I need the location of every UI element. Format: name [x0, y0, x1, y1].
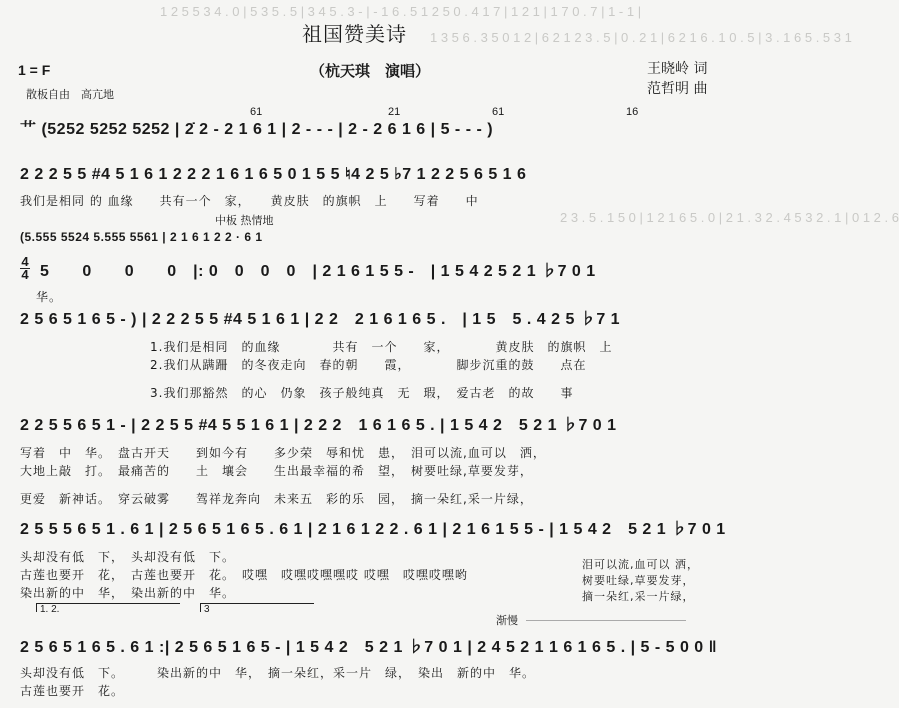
lyric-verse-1: 1.我们是相同 的血缘 共有 一个 家， 黄皮肤 的旗帜 上 — [150, 340, 613, 354]
lyric-line-2: 古莲也要开 花， 古莲也要开 花。 哎嘿 哎嘿哎嘿嘿哎 哎嘿 哎嘿哎嘿哟 — [20, 568, 468, 582]
bleed-through-notes: 1 2 5 5 3 4 . 0 | 5 3 5 . 5 | 3 4 5 . 3 - | - 1 6 . 5 1 2 5 0 . 4 1 7 | 1 2 1 | 1 7 0 . 7 | 1 - 1 | — [160, 4, 642, 19]
volta-bracket-1: 1. 2. — [36, 603, 180, 612]
notation-upper-line: (5.555 5524 5.555 5561 | 2 1 6 1 2 2 · 6 1 — [20, 230, 263, 244]
volta-bracket-2: 3 — [200, 603, 314, 612]
tempo-main: 中板 热情地 — [215, 214, 274, 227]
lyric-line-3: 染出新的中 华， 染出新的中 华。 — [20, 586, 236, 600]
lyric-verse-2: 2.我们从蹒跚 的冬夜走向 春的朝 霞， 脚步沉重的鼓 点在 — [150, 358, 587, 372]
grace-note: 21 — [388, 106, 401, 118]
lyric-line-1: 头却没有低 下。 染出新的中 华， 摘一朵红，采一片 绿， 染出 新的中 华。 — [20, 666, 536, 680]
performer-credit: （杭天琪 演唱） — [310, 62, 431, 80]
notation-line: 2 5 6 5 1 6 5 - ) | 2 2 2 5 5 #4 5 1 6 1 | 2 2 2 1 6 1 6 5 . | 1 5 5 . 4 2 5 ♭7 1 — [20, 311, 621, 328]
lyric-right-3: 摘一朵红,采一片绿， — [582, 590, 695, 603]
lyric-line-2: 古莲也要开 花。 — [20, 684, 125, 698]
key-signature: 1 = F — [18, 62, 51, 78]
lyric-line-3: 更爱 新神话。 穿云破雾 驾祥龙奔向 未来五 彩的乐 园， 摘一朵红,采一片绿， — [20, 492, 533, 506]
ritardando-line — [526, 620, 686, 621]
lyric-line: 我们是相同 的 血缘 共有一个 家， 黄皮肤 的旗帜 上 写着 中 — [20, 194, 479, 208]
song-title: 祖国赞美诗 — [302, 22, 407, 46]
bleed-through-notes: 2 3 . 5 . 1 5 0 | 1 2 1 6 5 . 0 | 2 1 . 3 2 . 4 5 3 2 . 1 | 0 1 2 . 6 — [560, 210, 899, 225]
notation-line: 2 2 5 5 6 5 1 - | 2 2 5 5 #4 5 5 1 6 1 | 2 2 2 1 6 1 6 5 . | 1 5 4 2 5 2 1 ♭7 0 1 — [20, 417, 617, 434]
notation-line: 2 5 5 5 6 5 1 . 6 1 | 2 5 6 5 1 6 5 . 6 1 | 2 1 6 1 2 2 . 6 1 | 2 1 6 1 5 5 - | 1 5 4 2 5 2 1 ♭7 0 1 — [20, 521, 726, 538]
notation-line: 艹 (5252 5252 5252 | 2̇ 2 - 2 1 6 1 | 2 - - - | 2 - 2 6 1 6 | 5 - - - ) — [20, 121, 494, 138]
lyric-verse-3: 3.我们那豁然 的心 仍象 孩子般纯真 无 瑕， 爱古老 的故 事 — [150, 386, 574, 400]
lyric-line: 华。 — [36, 290, 63, 304]
grace-note: 61 — [250, 106, 263, 118]
tempo-intro: 散板自由 高亢地 — [26, 88, 114, 101]
notation-line: 2 2 2 5 5 #4 5 1 6 1 2 2 2 1 6 1 6 5 0 1 5 5 ♮4 2 5 ♭7 1 2 2 5 6 5 1 6 — [20, 166, 527, 183]
notation-line: 5 0 0 0 |: 0 0 0 0 | 2 1 6 1 5 5 - | 1 5 4 2 5 2 1 ♭7 0 1 — [40, 263, 596, 280]
time-signature: 4 4 — [21, 254, 29, 282]
ritardando-marking: 渐慢 — [496, 614, 518, 627]
lyric-right-2: 树要吐绿,草要发芽， — [582, 574, 695, 587]
lyric-line-1: 头却没有低 下， 头却没有低 下。 — [20, 550, 236, 564]
grace-note: 61 — [492, 106, 505, 118]
notation-line: 2 5 6 5 1 6 5 . 6 1 :| 2 5 6 5 1 6 5 - | 1 5 4 2 5 2 1 ♭7 0 1 | 2 4 5 2 1 1 6 1 6 5 . | 5 - 5 0 0 ‖ — [20, 639, 718, 656]
grace-note: 16 — [626, 106, 639, 118]
lyric-right-1: 泪可以流,血可以 洒， — [582, 558, 699, 571]
bleed-through-notes: 1 3 5 6 . 3 5 0 1 2 | 6 2 1 2 3 . 5 | 0 . 2 1 | 6 2 1 6 . 1 0 . 5 | 3 . 1 6 5 . 5 3 1 — [430, 30, 852, 45]
lyric-line-1: 写着 中 华。 盘古开天 到如今有 多少荣 辱和忧 患， 泪可以流,血可以 洒， — [20, 446, 546, 460]
composer-credit: 范哲明 曲 — [647, 81, 708, 97]
lyricist-credit: 王晓岭 词 — [647, 61, 708, 77]
lyric-line-2: 大地上敲 打。 最痛苦的 土 壤会 生出最幸福的希 望， 树要吐绿,草要发芽， — [20, 464, 533, 478]
